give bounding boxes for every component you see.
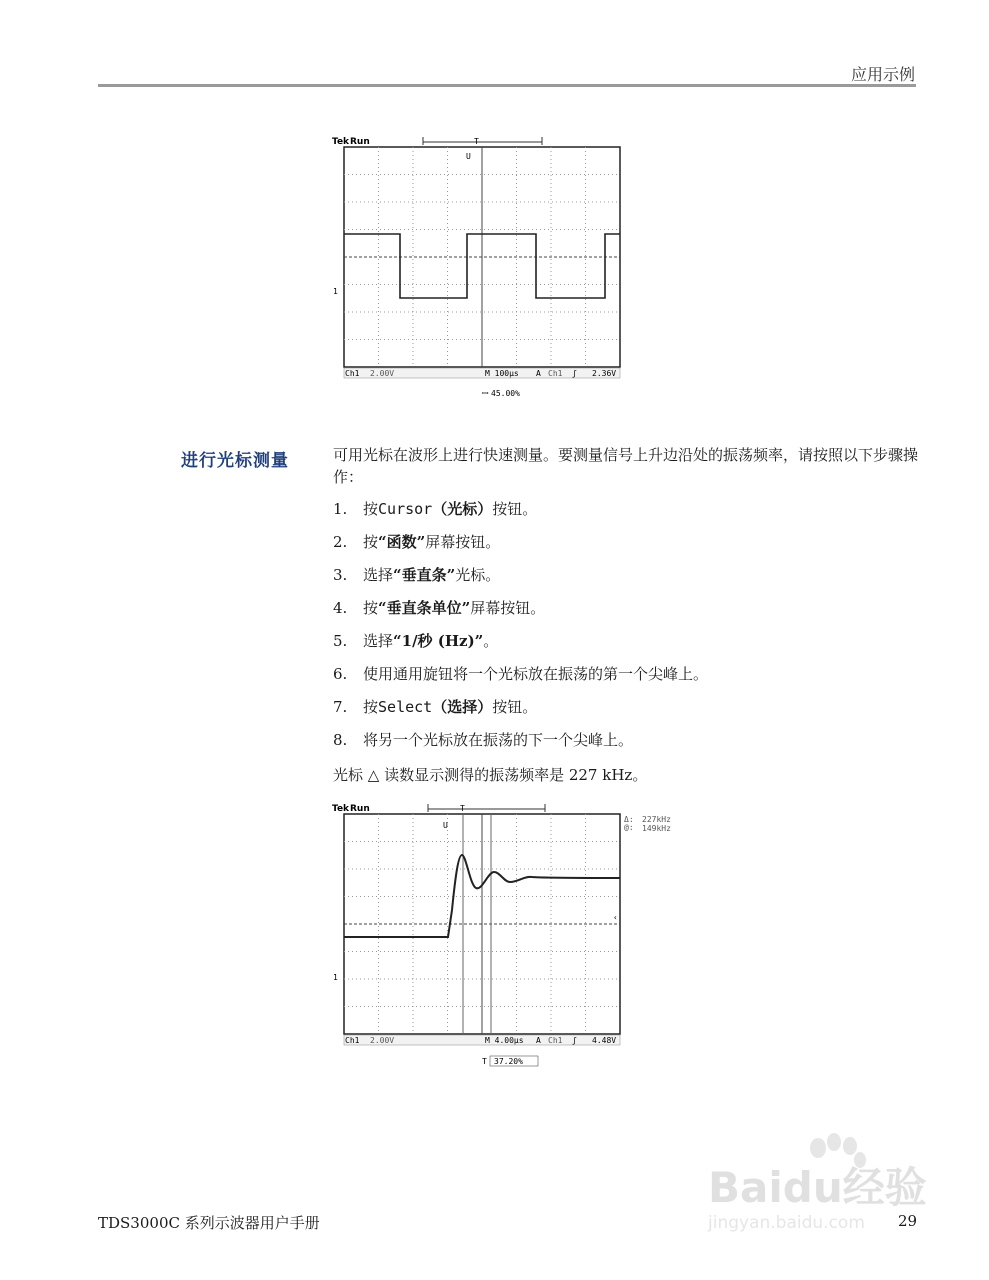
tek-brand: Tek — [332, 804, 350, 814]
step-keyword-cn: “函数” — [378, 533, 426, 551]
channel-label: Ch1 — [345, 1036, 360, 1045]
step-text-post: 屏幕按钮。 — [470, 599, 546, 617]
cursor-at-value: 149kHz — [642, 824, 671, 833]
step-keyword: Cursor — [378, 500, 433, 518]
page-number: 29 — [898, 1212, 918, 1230]
step-number: 3. — [333, 566, 348, 584]
volts-per-div: 2.00V — [370, 369, 395, 378]
trigger-marker-icon: T — [460, 804, 465, 813]
measurement-result: 光标 △ 读数显示测得的振荡频率是 227 kHz。 — [333, 766, 648, 784]
step-keyword-cn: （选择） — [432, 698, 493, 716]
page-section-title: 应用示例 — [850, 65, 915, 84]
step-item — [333, 729, 918, 762]
timebase: M 4.00µs — [485, 1036, 524, 1045]
trigger-slope-icon: ʃ — [572, 369, 577, 378]
channel-ground-marker: 1 — [333, 973, 338, 982]
trigger-mode: A — [536, 369, 541, 378]
section-heading: 进行光标测量 — [181, 451, 289, 471]
step-text-pre: 选择 — [363, 632, 394, 650]
scope-screenshot-ringing-edge — [330, 800, 634, 1070]
scope-display — [330, 133, 630, 403]
step-text-pre: 按 — [363, 500, 379, 518]
scope-display — [330, 800, 634, 1070]
trigger-channel: Ch1 — [548, 1036, 563, 1045]
step-item — [333, 597, 918, 630]
step-item — [333, 531, 918, 564]
step-number: 7. — [333, 698, 348, 716]
trigger-position-marker-icon: T — [482, 1057, 487, 1066]
header-rule — [98, 84, 916, 87]
section-intro: 可用光标在波形上进行快速测量。要测量信号上升边沿处的振荡频率，请按照以下步骤操作： — [333, 446, 919, 486]
timebase: M 100µs — [485, 369, 519, 378]
step-number: 4. — [333, 599, 348, 617]
footer-manual-title: TDS3000C 系列示波器用户手册 — [98, 1214, 320, 1232]
step-text-post: 。 — [483, 632, 499, 650]
watermark-url: jingyan.baidu.com — [708, 1213, 865, 1233]
trigger-level-marker-icon: ‹ — [613, 913, 618, 922]
trigger-level: 4.48V — [592, 1036, 617, 1045]
step-keyword-cn: “垂直条” — [393, 566, 456, 584]
step-number: 2. — [333, 533, 348, 551]
step-keyword-cn: “垂直条单位” — [378, 599, 471, 617]
step-number: 8. — [333, 731, 348, 749]
trigger-position-icon: U — [443, 821, 448, 830]
cursor-delta-value: 227kHz — [642, 815, 671, 824]
baidu-watermark — [700, 1130, 930, 1250]
acquisition-state: Run — [350, 137, 370, 147]
watermark-brand: Baidu经验 — [708, 1163, 927, 1212]
step-text-pre: 按 — [363, 533, 379, 551]
trigger-channel: Ch1 — [548, 369, 563, 378]
step-text-pre: 按 — [363, 599, 379, 617]
trigger-marker-icon: T — [474, 137, 479, 146]
step-text-post: 光标。 — [455, 566, 501, 584]
step-text-pre: 将另一个光标放在振荡的下一个尖峰上。 — [363, 731, 634, 749]
step-number: 1. — [333, 500, 348, 518]
tek-brand: Tek — [332, 137, 350, 147]
trigger-level: 2.36V — [592, 369, 617, 378]
scope-screenshot-square-wave — [330, 133, 630, 403]
trigger-mode: A — [536, 1036, 541, 1045]
baidu-paw-logo-icon — [700, 1130, 930, 1250]
channel-ground-marker: 1 — [333, 287, 338, 296]
step-item — [333, 564, 918, 597]
step-number: 6. — [333, 665, 348, 683]
step-item — [333, 696, 918, 729]
volts-per-div: 2.00V — [370, 1036, 395, 1045]
procedure-steps — [333, 498, 918, 762]
step-keyword: Select — [378, 698, 433, 716]
step-text-post: 屏幕按钮。 — [425, 533, 501, 551]
step-text-post: 按钮。 — [492, 698, 538, 716]
trigger-slope-icon: ʃ — [572, 1036, 577, 1045]
trigger-position-readout: 37.20% — [494, 1057, 523, 1066]
cursor-at-label: @: — [624, 823, 634, 832]
step-text-pre: 选择 — [363, 566, 394, 584]
step-keyword-cn: “1/秒 (Hz)” — [393, 632, 484, 650]
step-text-post: 按钮。 — [492, 500, 538, 518]
step-item — [333, 630, 918, 663]
cursor-delta-label: Δ: — [624, 815, 634, 824]
acquisition-state: Run — [350, 804, 370, 814]
trigger-position-icon: U — [466, 152, 471, 161]
trigger-position-readout: 45.00% — [491, 389, 520, 398]
channel-label: Ch1 — [345, 369, 360, 378]
trigger-position-marker-icon: ꟷ — [482, 389, 489, 398]
step-number: 5. — [333, 632, 348, 650]
step-item — [333, 663, 918, 696]
step-text-pre: 按 — [363, 698, 379, 716]
step-keyword-cn: （光标） — [432, 500, 493, 518]
step-text-pre: 使用通用旋钮将一个光标放在振荡的第一个尖峰上。 — [363, 665, 709, 683]
step-item — [333, 498, 918, 531]
